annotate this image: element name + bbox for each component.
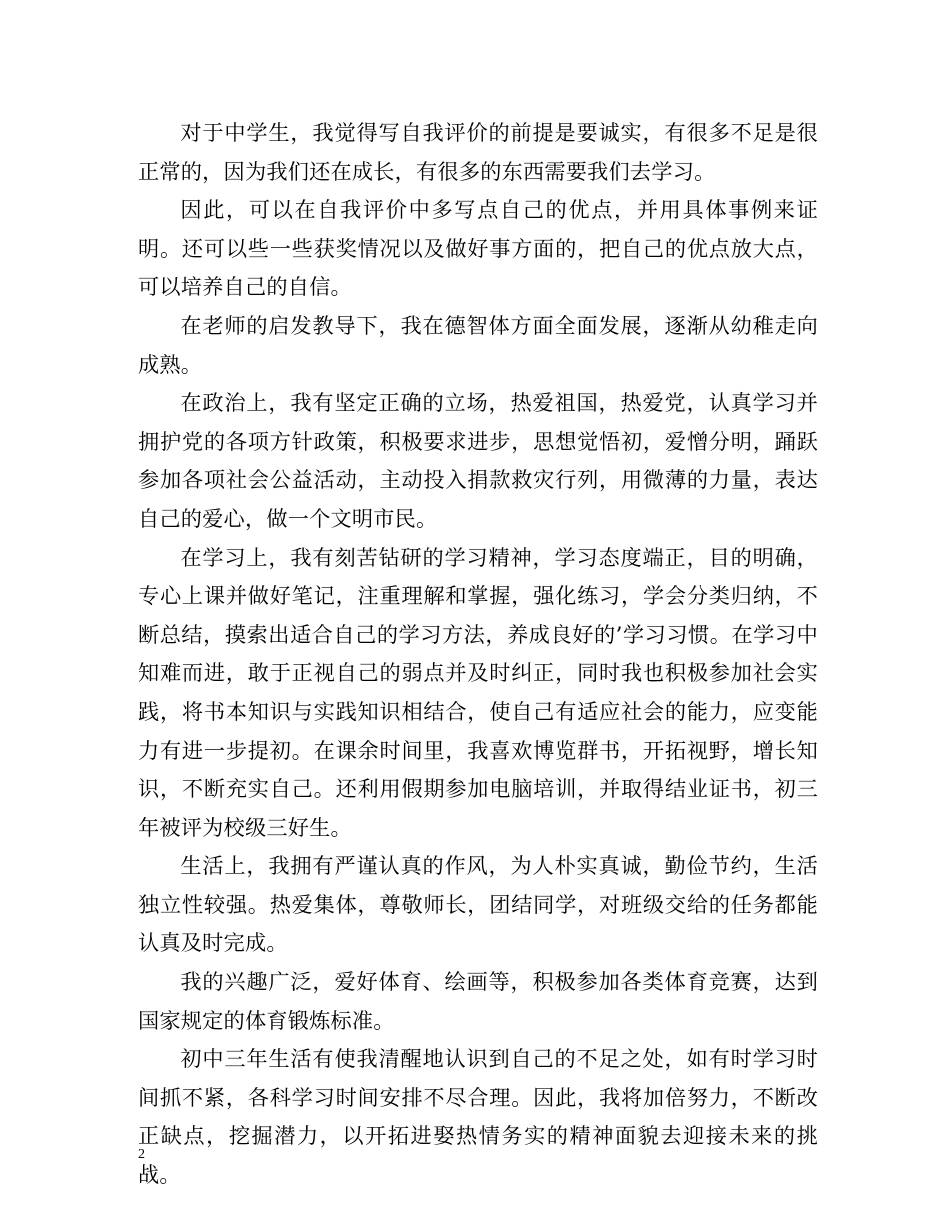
paragraph: 对于中学生，我觉得写自我评价的前提是要诚实，有很多不足是很正常的，因为我们还在成长，有很多的东西需要我们去学习。 bbox=[138, 120, 818, 184]
paragraph: 因此，可以在自我评价中多写点自己的优点，并用具体事例来证明。还可以些一些获奖情况以及做好事方面的，把自己的优点放大点，可以培养自己的自信。 bbox=[138, 197, 818, 300]
paragraph: 在老师的启发教导下，我在德智体方面全面发展，逐渐从幼稚走向成熟。 bbox=[138, 312, 818, 377]
document-body bbox=[138, 114, 818, 1195]
paragraph: 初中三年生活有使我清醒地认识到自己的不足之处，如有时学习时间抓不紧，各科学习时间安排不尽合理。因此，我将加倍努力，不断改正缺点，挖掘潜力，以开拓进娶热情务实的精神面貌去迎接未来的挑战。 bbox=[138, 1046, 818, 1188]
page-number: 2 bbox=[138, 1147, 145, 1162]
paragraph: 我的兴趣广泛，爱好体育、绘画等，积极参加各类体育竞赛，达到国家规定的体育锻炼标准。 bbox=[138, 969, 818, 1033]
paragraph: 在政治上，我有坚定正确的立场，热爱祖国，热爱党，认真学习并拥护党的各项方针政策，积极要求进步，思想觉悟初，爱憎分明，踊跃参加各项社会公益活动，主动投入捐款救灾行列，用微薄的力量，表达自己的爱心，做一个文明市民。 bbox=[138, 390, 818, 531]
paragraph: 生活上，我拥有严谨认真的作风，为人朴实真诚，勤俭节约，生活独立性较强。热爱集体，尊敬师长，团结同学，对班级交给的任务都能认真及时完成。 bbox=[138, 853, 818, 956]
paragraph: 在学习上，我有刻苦钻研的学习精神，学习态度端正，目的明确，专心上课并做好笔记，注重理解和掌握，强化练习，学会分类归纳，不断总结，摸索出适合自己的学习方法，养成良好的’学习习惯。在学习中知难而进，敢于正视自己的弱点并及时纠正，同时我也积极参加社会实践，将书本知识与实践知识相结合，使自己有适应社会的能力，应变能力有进一步提初。在课余时间里，我喜欢博览群书，开拓视野，增长知识，不断充实自己。还利用假期参加电脑培训，并取得结业证书，初三年被评为校级三好生。 bbox=[138, 544, 818, 840]
